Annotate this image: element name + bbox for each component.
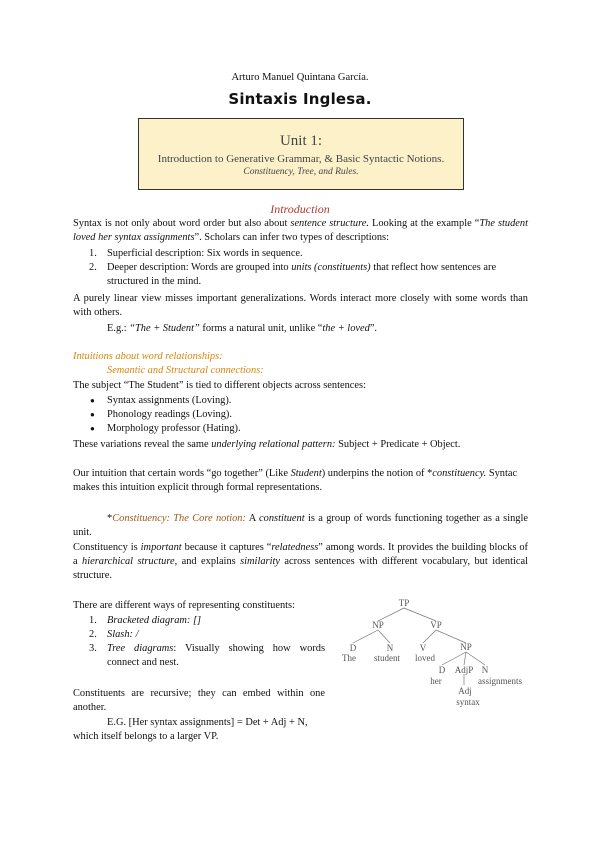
unit-title-box: [138, 118, 464, 190]
tree-node-adjp: AdjP: [454, 665, 474, 675]
tree-word-the: The: [342, 653, 356, 663]
objects-list: [73, 394, 528, 436]
tree-node-adj: Adj: [458, 686, 472, 696]
recursion-paragraph: Constituents are recursive; they can embed within one another.: [73, 688, 325, 713]
author-name: Arturo Manuel Quintana García.: [231, 72, 369, 83]
intro-paragraph: Syntax is not only about word order but also about sentence structure. Looking at the example “The student loved her syntax assignments”. Scholars can infer two types of descriptions:: [73, 218, 528, 243]
unit-topics: Constituency, Tree, and Rules.: [243, 167, 359, 177]
unit-title: Unit 1:: [279, 133, 323, 149]
intuitions-heading: Intuitions about word relationships:: [73, 351, 223, 362]
tree-node-vp: VP: [430, 620, 442, 630]
tree-node-v: V: [419, 643, 427, 653]
core-notion-paragraph: *Constituency: The Core notion: A constituent is a group of words functioning together as a single unit.: [73, 513, 528, 538]
tree-node-d-object: D: [438, 665, 446, 675]
linear-view-paragraph: A purely linear view misses important generalizations. Words interact more closely with some words than with others.: [73, 293, 528, 318]
tree-node-n: N: [386, 643, 394, 653]
tree-word-syntax: syntax: [456, 697, 480, 707]
list-item: 1. Bracketed diagram: []: [89, 615, 202, 626]
tree-word-her: her: [430, 676, 442, 686]
recursion-example-continued: which itself belongs to a larger VP.: [73, 731, 219, 742]
tree-node-d: D: [349, 643, 357, 653]
list-item: ● Morphology professor (Hating).: [90, 423, 241, 434]
tree-node-n-object: N: [481, 665, 489, 675]
representation-intro: There are different ways of representing constituents:: [73, 600, 295, 611]
constituency-intuition-paragraph: Our intuition that certain words “go together” (Like Student) underpins the notion of *constituency. Syntac makes this intuition explicit through formal representations.: [73, 468, 518, 493]
syntax-tree-diagram: [330, 596, 540, 716]
list-item: ● Phonology readings (Loving).: [90, 409, 232, 420]
importance-paragraph: Constituency is important because it captures “relatedness” among words. It provides the building blocks of a hierarchical structure, and explains similarity across sentences with different vocabulary, but identical structure.: [73, 542, 528, 581]
document-title: Sintaxis Inglesa.: [228, 90, 372, 108]
recursion-example: E.G. [Her syntax assignments] = Det + Adj + N,: [107, 717, 308, 728]
introduction-heading: Introduction: [270, 202, 330, 216]
tree-word-assignments: assignments: [478, 676, 522, 686]
list-item: 2. Deeper description: Words are grouped into units (constituents) that reflect how sentences are structured in the mind.: [89, 262, 497, 287]
list-item: ● Syntax assignments (Loving).: [90, 395, 232, 406]
tree-word-loved: loved: [415, 653, 435, 663]
list-item: 1. Superficial description: Six words in sequence.: [89, 248, 303, 259]
list-item: 2. Slash: /: [89, 629, 139, 640]
list-item: 3. Tree diagrams: Visually showing how words connect and nest.: [89, 643, 325, 668]
bullet-icon: ●: [90, 410, 95, 419]
bullet-icon: ●: [90, 396, 95, 405]
tree-node-np: NP: [372, 620, 384, 630]
representation-list: [73, 614, 325, 670]
pattern-paragraph: These variations reveal the same underlying relational pattern: Subject + Predicate + Object.: [73, 439, 461, 450]
tree-word-student: student: [374, 653, 400, 663]
tree-node-np-object: NP: [460, 642, 472, 652]
tree-node-tp: TP: [398, 598, 410, 608]
subject-paragraph: The subject “The Student” is tied to different objects across sentences:: [73, 380, 366, 391]
example-line: E.g.: “The + Student” forms a natural unit, unlike “the + loved”.: [107, 323, 378, 334]
unit-subtitle: Introduction to Generative Grammar, & Basic Syntactic Notions.: [157, 153, 445, 165]
descriptions-list: [73, 247, 528, 289]
semantic-subheading: Semantic and Structural connections:: [107, 365, 264, 376]
bullet-icon: ●: [90, 424, 95, 433]
